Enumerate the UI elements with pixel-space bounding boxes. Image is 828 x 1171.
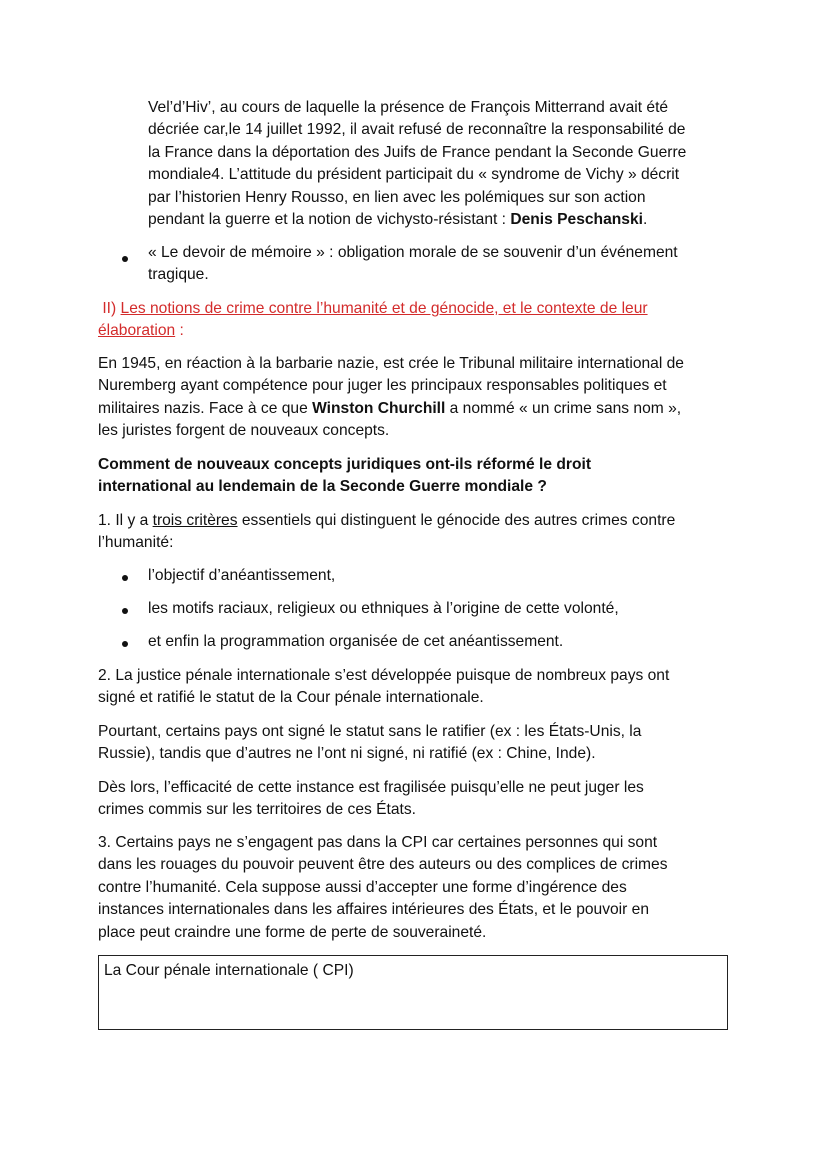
cpi-text-box [98, 955, 728, 1030]
bullet-icon [122, 575, 128, 581]
heading-colon: : [175, 322, 184, 340]
intro-text: pendant la guerre et la notion de vichysto-résistant : [148, 211, 511, 229]
paragraph-line: Russie), tandis que d’autres ne l’ont ni signé, ni ratifié (ex : Chine, Inde). [98, 745, 596, 763]
intro-line: décriée car,le 14 juillet 1992, il avait refusé de reconnaître la responsabilité de [148, 121, 686, 139]
point-2-paragraph [98, 777, 738, 822]
section-heading [98, 298, 738, 343]
paragraph-text: 1. Il y a [98, 512, 153, 529]
bullet-icon [122, 256, 128, 262]
box-label: La Cour pénale internationale ( CPI) [104, 962, 354, 979]
intro-line: Vel’d’Hiv’, au cours de laquelle la présence de François Mitterrand avait été [148, 99, 669, 116]
list-item-line: tragique. [148, 266, 209, 284]
problem-question [98, 454, 738, 499]
intro-line: la France dans la déportation des Juifs de France pendant la Seconde Guerre [148, 143, 687, 161]
paragraph-line: dans les rouages du pouvoir peuvent être des auteurs ou des complices de crimes [98, 856, 668, 874]
paragraph-text: militaires nazis. Face à ce que [98, 399, 313, 417]
churchill-name: Winston Churchill [312, 399, 446, 417]
point-3-paragraph [98, 832, 738, 944]
intro-paragraph [148, 97, 738, 231]
criteria-item: l’objectif d’anéantissement, [148, 567, 336, 584]
question-line: Comment de nouveaux concepts juridiques ont-ils réformé le droit [98, 456, 592, 473]
heading-line [98, 320, 738, 342]
paragraph-line: 2. La justice pénale internationale s’est développée puisque de nombreux pays ont [98, 667, 670, 684]
paragraph-line: signé et ratifié le statut de la Cour pénale internationale. [98, 689, 484, 707]
paragraph-text: essentiels qui distinguent le génocide des autres crimes contre [237, 512, 676, 529]
heading-number: II) [98, 300, 121, 317]
nuremberg-paragraph [98, 353, 738, 443]
intro-line: mondiale4. L’attitude du président participait du « syndrome de Vichy » décrit [148, 166, 680, 184]
paragraph-line: Pourtant, certains pays ont signé le statut sans le ratifier (ex : les États-Unis, la [98, 723, 642, 740]
memoire-bullet-item [148, 242, 738, 287]
paragraph-line: En 1945, en réaction à la barbarie nazie, est crée le Tribunal militaire international de [98, 355, 684, 372]
heading-line [98, 298, 738, 320]
paragraph-line [98, 398, 738, 420]
bullet-icon [122, 641, 128, 647]
paragraph-line: 3. Certains pays ne s’engagent pas dans la CPI car certaines personnes qui sont [98, 834, 658, 851]
point-1-paragraph [98, 510, 738, 555]
heading-title: élaboration [98, 322, 176, 340]
intro-text: . [642, 211, 648, 229]
historian-name: Denis Peschanski [510, 211, 643, 229]
paragraph-text: a nommé « un crime sans nom », [445, 399, 682, 417]
question-line: international au lendemain de la Seconde Guerre mondiale ? [98, 478, 547, 496]
heading-title: Les notions de crime contre l’humanité et de génocide, et le contexte de leur [120, 300, 648, 317]
underlined-term: trois critères [152, 512, 238, 529]
bullet-icon [122, 608, 128, 614]
paragraph-line: instances internationales dans les affaires intérieures des États, et le pouvoir en [98, 901, 650, 919]
intro-line [148, 209, 738, 231]
list-item-line: « Le devoir de mémoire » : obligation morale de se souvenir d’un événement [148, 244, 678, 261]
paragraph-line: les juristes forgent de nouveaux concepts. [98, 422, 390, 440]
criteria-item: et enfin la programmation organisée de cet anéantissement. [148, 633, 564, 650]
paragraph-line: contre l’humanité. Cela suppose aussi d’accepter une forme d’ingérence des [98, 878, 627, 896]
paragraph-line: Nuremberg ayant compétence pour juger les principaux responsables politiques et [98, 377, 667, 395]
paragraph-line: l’humanité: [98, 534, 174, 552]
paragraph-line [98, 510, 738, 532]
intro-line: par l’historien Henry Rousso, en lien avec les polémiques sur son action [148, 188, 646, 206]
point-2-paragraph [98, 665, 738, 710]
paragraph-line: place peut craindre une forme de perte de souveraineté. [98, 923, 487, 941]
criteria-item: les motifs raciaux, religieux ou ethniques à l’origine de cette volonté, [148, 600, 619, 617]
paragraph-line: Dès lors, l’efficacité de cette instance est fragilisée puisqu’elle ne peut juger les [98, 779, 644, 796]
paragraph-line: crimes commis sur les territoires de ces États. [98, 801, 417, 819]
point-2-paragraph [98, 721, 738, 766]
